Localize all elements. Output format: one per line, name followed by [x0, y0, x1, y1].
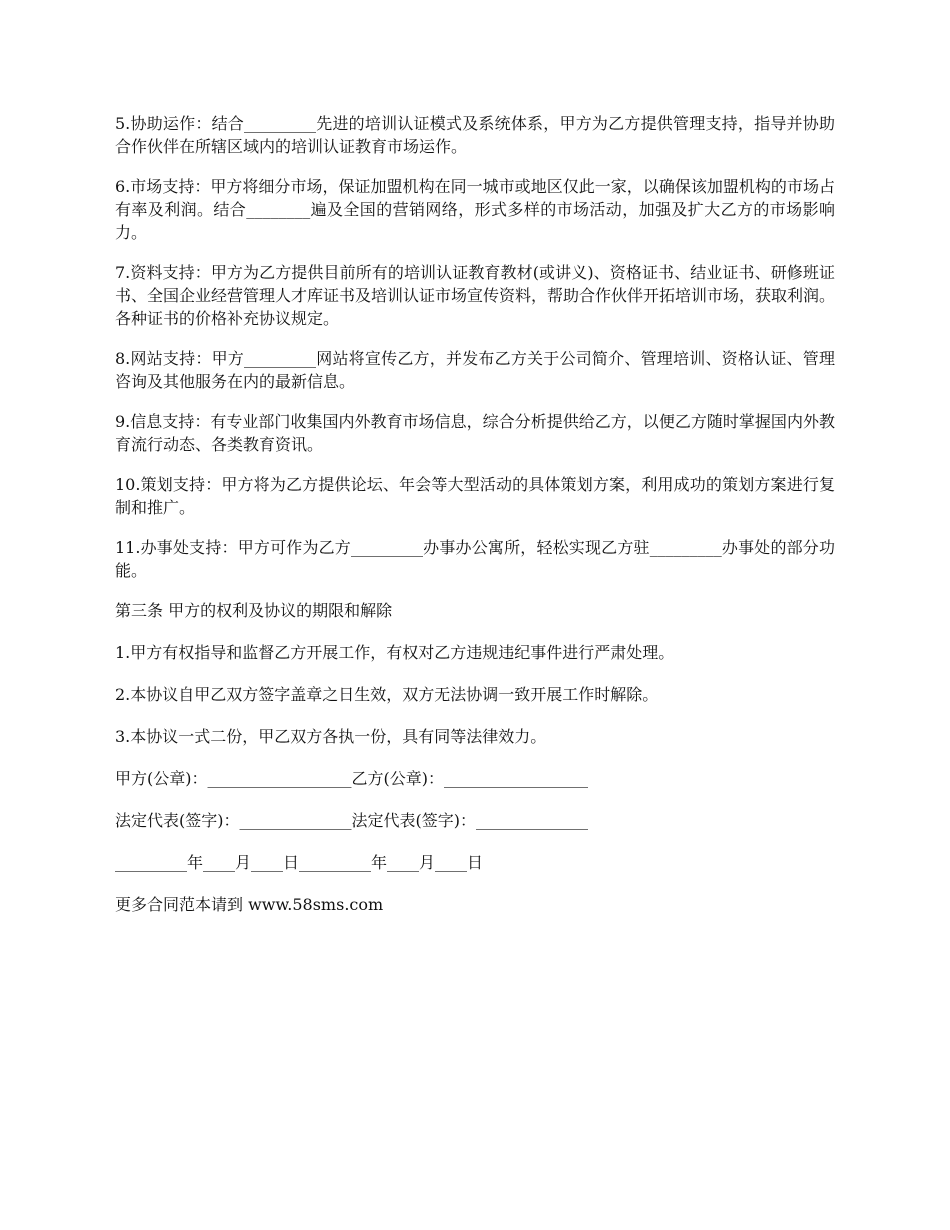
signature-date-line: _________年____月____日_________年____月____日 — [115, 853, 484, 872]
paragraph-office-support: 11.办事处支持：甲方可作为乙方_________办事办公寓所，轻松实现乙方驻_________办事处的部分功能。 — [115, 538, 835, 580]
signature-representative-line: 法定代表(签字)：______________法定代表(签字)：______________ — [115, 811, 588, 830]
signature-seal-line: 甲方(公章)：__________________乙方(公章)：__________________ — [115, 769, 588, 788]
footer-note: 更多合同范本请到 www.58sms.com — [115, 895, 384, 914]
paragraph-assist-operation: 5.协助运作：结合_________先进的培训认证模式及系统体系，甲方为乙方提供管理支持，指导并协助合作伙伴在所辖区域内的培训认证教育市场运作。 — [115, 114, 835, 156]
clause-supervision: 1.甲方有权指导和监督乙方开展工作，有权对乙方违规违纪事件进行严肃处理。 — [115, 643, 675, 662]
paragraph-material-support: 7.资料支持：甲方为乙方提供目前所有的培训认证教育教材(或讲义)、资格证书、结业证书、研修班证书、全国企业经营管理人才库证书及培训认证市场宣传资料，帮助合作伙伴开拓培训市场，获取利润。各种证书的价格补充协议规定。 — [115, 263, 836, 328]
section-heading: 第三条 甲方的权利及协议的期限和解除 — [115, 601, 393, 620]
paragraph-planning-support: 10.策划支持：甲方将为乙方提供论坛、年会等大型活动的具体策划方案，利用成功的策划方案进行复制和推广。 — [115, 475, 835, 517]
paragraph-info-support: 9.信息支持：有专业部门收集国内外教育市场信息，综合分析提供给乙方，以便乙方随时掌握国内外教育流行动态、各类教育资讯。 — [115, 412, 835, 454]
clause-effective: 2.本协议自甲乙双方签字盖章之日生效，双方无法协调一致开展工作时解除。 — [115, 685, 659, 704]
paragraph-market-support: 6.市场支持：甲方将细分市场，保证加盟机构在同一城市或地区仅此一家，以确保该加盟机构的市场占有率及利润。结合________遍及全国的营销网络，形式多样的市场活动，加强及扩大乙方的市场影响力。 — [115, 177, 835, 242]
paragraph-website-support: 8.网站支持：甲方_________网站将宣传乙方，并发布乙方关于公司简介、管理培训、资格认证、管理咨询及其他服务在内的最新信息。 — [115, 349, 835, 391]
clause-copies: 3.本协议一式二份，甲乙双方各执一份，具有同等法律效力。 — [115, 727, 547, 746]
